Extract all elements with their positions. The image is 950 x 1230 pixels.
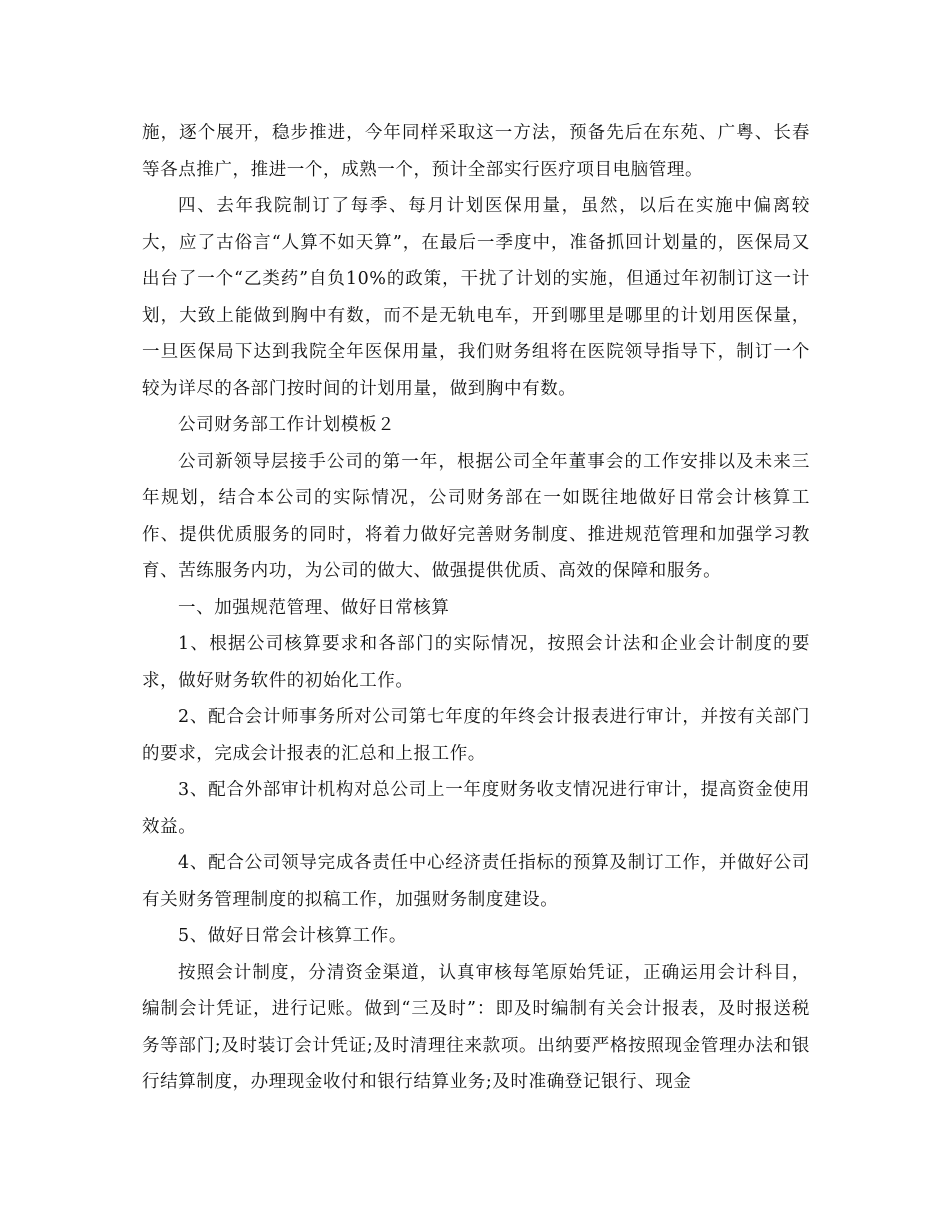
subsection-heading: 一、加强规范管理、做好日常核算 [178, 597, 450, 618]
paragraph-intro: 公司新领导层接手公司的第一年，根据公司全年董事会的工作安排以及未来三年规划，结合本公司的实际情况，公司财务部在一如既往地做好日常会计核算工作、提供优质服务的同时，将着力做好完善财务制度、推进规范管理和加强学习教育、苦练服务内功，为公司的做大、做强提供优质、高效的保障和服务。 [142, 451, 810, 581]
list-item-3: 3、配合外部审计机构对总公司上一年度财务收支情况进行审计，提高资金使用效益。 [142, 780, 810, 837]
section-title: 公司财务部工作计划模板２ [178, 415, 396, 435]
list-item-2: 2、配合会计师事务所对公司第七年度的年终会计报表进行审计，并按有关部门的要求，完成会计报表的汇总和上报工作。 [142, 707, 810, 764]
paragraph-item-four: 四、去年我院制订了每季、每月计划医保用量，虽然，以后在实施中偏离较大，应了古俗言“人算不如天算”，在最后一季度中，准备抓回计划量的，医保局又出台了一个“乙类药”自负10%的政策，干扰了计划的实施，但通过年初制订这一计划，大致上能做到胸中有数，而不是无轨电车，开到哪里是哪里的计划用医保量，一旦医保局下达到我院全年医保用量，我们财务组将在医院领导指导下，制订一个较为详尽的各部门按时间的计划用量，做到胸中有数。 [142, 196, 810, 399]
paragraph-continuation: 施，逐个展开，稳步推进，今年同样采取这一方法，预备先后在东苑、广粤、长春等各点推广，推进一个，成熟一个，预计全部实行医疗项目电脑管理。 [142, 123, 810, 180]
list-item-4: 4、配合公司领导完成各责任中心经济责任指标的预算及制订工作，并做好公司有关财务管理制度的拟稿工作，加强财务制度建设。 [142, 853, 810, 910]
list-item-1: 1、根据公司核算要求和各部门的实际情况，按照会计法和企业会计制度的要求，做好财务软件的初始化工作。 [142, 634, 810, 691]
list-item-5: 5、做好日常会计核算工作。 [178, 926, 407, 946]
document-body [142, 115, 810, 1101]
paragraph-accounting-details: 按照会计制度，分清资金渠道，认真审核每笔原始凭证，正确运用会计科目，编制会计凭证，进行记账。做到“三及时”：即及时编制有关会计报表，及时报送税务等部门;及时装订会计凭证;及时清理往来款项。出纳要严格按照现金管理办法和银行结算制度，办理现金收付和银行结算业务;及时准确登记银行、现金 [142, 962, 810, 1092]
